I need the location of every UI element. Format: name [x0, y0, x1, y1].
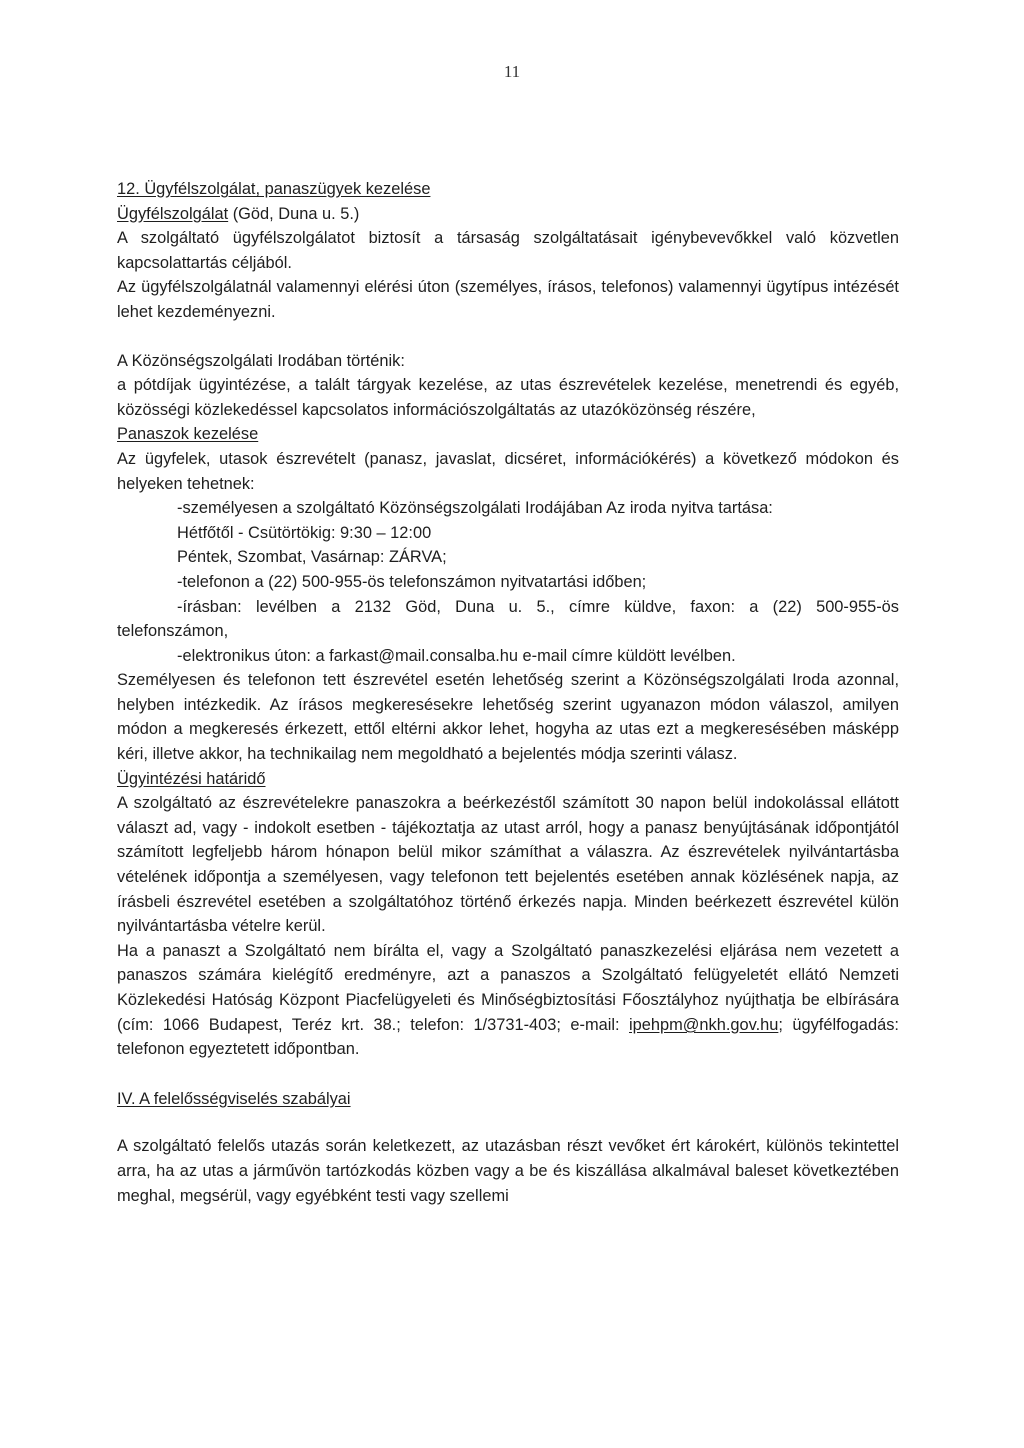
- section-12-heading: 12. Ügyfélszolgálat, panaszügyek kezelése: [117, 180, 431, 198]
- customer-service-label: Ügyfélszolgálat: [117, 204, 229, 223]
- customer-service-address: (Göd, Duna u. 5.): [228, 204, 360, 223]
- paragraph-service-purpose: A szolgáltató ügyfélszolgálatot biztosít a társaság szolgáltatásait igénybevevőkkel való közvetlen kapcsolattartás céljából.: [117, 229, 899, 272]
- deadline-paragraph: A szolgáltató az észrevételekre panaszokra a beérkezéstől számított 30 napon belül indokolással ellátott választ ad, vagy - indokolt esetben - tájékoztatja az utast arról, hogy a panasz benyújtásának időpontjától számított legfeljebb három hónapon belül mikor számíthat a válaszra. Az észrevételek nyilvántartásba vételének időpontja a személyesen, vagy telefonon tett bejelentés esetében annak közlésének napja, az írásbeli észrevétel esetében a szolgáltatóhoz történő érkezés napja. Minden beérkezett észrevétel külön nyilvántartásba vételre kerül.: [117, 794, 899, 936]
- appeal-text-end: ; ügyfélfogadás: telefonon egyeztetett időpontban.: [117, 1015, 899, 1059]
- handling-paragraph: Személyesen és telefonon tett észrevétel esetén lehetőség szerint a Közönségszolgálati Iroda azonnal, helyben intézkedik. Az írásos megkeresésekre lehetőség szerint ugyanazon módon válaszol, amilyen módon a megkeresés érkezett, ettől eltérni akkor lehet, hogyha az utas ezt a megkeresésében másképp kéri, illetve akkor, ha technikailag nem megoldható a bejelentés módja szerinti válasz.: [117, 671, 899, 764]
- liability-paragraph: A szolgáltató felelős utazás során keletkezett, az utazásban részt vevőket ért károkért, különös tekintettel arra, ha az utas a járművön tartózkodás közben vagy a be és kiszállása alkalmával baleset következtében meghal, megsérül, vagy egyébként testi vagy szellemi: [117, 1137, 899, 1205]
- paragraph-access-channels: Az ügyfélszolgálatnál valamennyi elérési úton (személyes, írásos, telefonos) valamennyi ügytípus intézését lehet kezdeményezni.: [117, 278, 899, 321]
- document-body: [117, 177, 899, 1208]
- channel-written-continued: telefonszámon,: [117, 622, 229, 641]
- complaints-intro: Az ügyfelek, utasok észrevételt (panasz, javaslat, dicséret, információkérés) a következő módokon és helyeken tehetnek:: [117, 449, 899, 493]
- appeal-paragraph: [117, 939, 899, 1062]
- complaints-heading: Panaszok kezelése: [117, 425, 259, 444]
- hours-weekend: Péntek, Szombat, Vasárnap: ZÁRVA;: [177, 548, 447, 567]
- channel-electronic: -elektronikus úton: a farkast@mail.consalba.hu e-mail címre küldött levélben.: [177, 646, 736, 665]
- hours-weekdays: Hétfőtől - Csütörtökig: 9:30 – 12:00: [177, 523, 432, 542]
- page-number: 11: [503, 62, 521, 81]
- office-intro: A Közönségszolgálati Irodában történik:: [117, 351, 405, 370]
- deadline-heading: Ügyintézési határidő: [117, 769, 266, 788]
- customer-service-line: [117, 202, 899, 227]
- office-activities: a pótdíjak ügyintézése, a talált tárgyak kezelése, az utas észrevételek kezelése, menetrendi és egyéb, közösségi közlekedéssel kapcsolatos információszolgáltatás az utazóközönség részére,: [117, 376, 899, 419]
- section-iv-heading: IV. A felelősségviselés szabályai: [117, 1089, 351, 1108]
- channel-written: -írásban: levélben a 2132 Göd, Duna u. 5., címre küldve, faxon: a (22) 500-955-ös: [177, 597, 899, 616]
- channel-phone: -telefonon a (22) 500-955-ös telefonszámon nyitvatartási időben;: [177, 572, 647, 591]
- appeal-email-link[interactable]: ipehpm@nkh.gov.hu: [629, 1015, 779, 1034]
- channel-personal: -személyesen a szolgáltató Közönségszolgálati Irodájában Az iroda nyitva tartása:: [177, 499, 773, 518]
- appeal-text: Ha a panaszt a Szolgáltató nem bírálta el, vagy a Szolgáltató panaszkezelési eljárása nem vezetett a panaszos számára kielégítő eredményre, azt a panaszos a Szolgáltató felügyeletét ellátó Nemzeti Közlekedési Hatóság Központ Piacfelügyeleti és Minőségbiztosítási Főosztályhoz nyújthatja be elbírására (cím: 1066 Budapest, Teréz krt. 38.; telefon: 1/3731-403; e-mail:: [117, 941, 899, 1034]
